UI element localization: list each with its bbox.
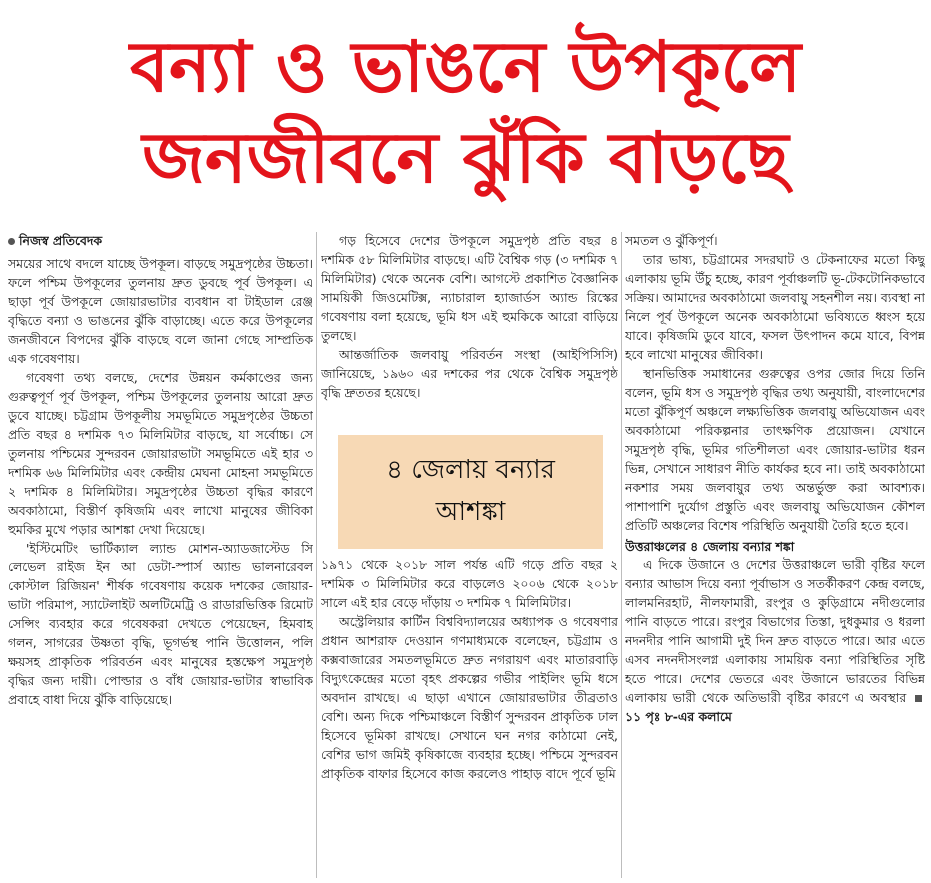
article-column-2-top bbox=[321, 232, 618, 428]
paragraph bbox=[625, 556, 925, 727]
paragraph: সময়ের সাথে বদলে যাচ্ছে উপকূল। বাড়ছে সমুদ্রপৃষ্ঠের উচ্চতা। ফলে পশ্চিম উপকূলের তুলনায় দ্রুত ডুবছে পূর্ব উপকূল। এ ছাড়া পূর্ব উপকূলে জোয়ারভাটার ব্যবধান বা টাইডাল রেঞ্জ বৃদ্ধিতে বন্যা ও ভাঙনের ঝুঁকি বাড়াচ্ছে। এতে করে উপকূলের জনজীবনে বিপদের ঝুঁকি বাড়ছে বলে জানা গেছে সাম্প্রতিক এক গবেষণায়। bbox=[8, 255, 313, 366]
paragraph: আন্তর্জাতিক জলবায়ু পরিবর্তন সংস্থা (আইপিসিসি) জানিয়েছে, ১৯৬০ এর দশকের পর থেকে বৈশ্বিক সমুদ্রপৃষ্ঠ বৃদ্ধি দ্রুততর হয়েছে। bbox=[321, 346, 618, 400]
paragraph: অস্ট্রেলিয়ার কার্টিন বিশ্ববিদ্যালয়ের অধ্যাপক ও গবেষণার প্রধান আশরাফ দেওয়ান গণমাধ্যমকে বলেছেন, চট্টগ্রাম ও কক্সবাজারের সমতলভূমিতে দ্রুত নগরায়ণ এবং মাতারবাড়ি বিদ্যুৎকেন্দ্রের মতো বৃহৎ প্রকল্পের গভীর পাইলিং ভূমি ধসে অবদান রাখছে। এ ছাড়া এখানে জোয়ারভাটার তীব্রতাও বেশি। অন্য দিকে পশ্চিমাঞ্চলে বিস্তীর্ণ সুন্দরবন প্রাকৃতিক ঢাল হিসেবে ভূমিকা রাখছে। সেখানে ঘন নগর কাঠামো নেই, বেশির ভাগ জমিই কৃষিকাজে ব্যবহার হচ্ছে। পশ্চিমে সুন্দরবন প্রাকৃতিক বাফার হিসেবে কাজ করলেও পাহাড় বাদে পূর্বে ভূমি bbox=[321, 613, 618, 781]
paragraph: স্থানভিত্তিক সমাধানের গুরুত্বের ওপর জোর দিয়ে তিনি বলেন, ভূমি ধস ও সমুদ্রপৃষ্ঠ বৃদ্ধির তথ্য অনুযায়ী, বাংলাদেশের মতো ঝুঁকিপূর্ণ অঞ্চলে লক্ষ্যভিত্তিক জলবায়ু অভিযোজন এবং অবকাঠামো পরিকল্পনার তাৎক্ষণিক প্রয়োজন। যেখানে সমুদ্রপৃষ্ঠ বৃদ্ধি, ভূমির গতিশীলতা এবং জোয়ার-ভাটার ধরন ভিন্ন, সেখানে সাধারণ নীতি কার্যকর হবে না। তাই অবকাঠামো নকশার সময় জলবায়ুর তথ্য অন্তর্ভুক্ত করা আবশ্যক। পাশাপাশি দুর্যোগ প্রস্তুতি এবং জলবায়ু অভিযোজন কৌশল প্রতিটি অঞ্চলের বিশেষ পরিস্থিতি অনুযায়ী তৈরি হতে হবে। bbox=[625, 365, 925, 533]
byline-text: নিজস্ব প্রতিবেদক bbox=[19, 233, 103, 248]
article-column-3 bbox=[625, 232, 925, 878]
paragraph: গড় হিসেবে দেশের উপকূলে সমুদ্রপৃষ্ঠ প্রতি বছর ৪ দশমিক ৫৮ মিলিমিটার বাড়ছে। এটি বৈশ্বিক গড় (৩ দশমিক ৭ মিলিমিটার) থেকে অনেক বেশি। আগস্টে প্রকাশিত বৈজ্ঞানিক সাময়িকী জিওমেটিক্স, ন্যাচারাল হ্যাজার্ডস অ্যান্ড রিস্কের গবেষণায় বলা হয়েছে, ভূমি ধস এই হুমকিকে আরো বাড়িয়ে তুলছে। bbox=[321, 233, 618, 343]
pull-quote-box bbox=[338, 435, 603, 549]
article-column-2-bottom bbox=[321, 556, 618, 878]
paragraph: ১৯৭১ থেকে ২০১৮ সাল পর্যন্ত এটি গড়ে প্রতি বছর ২ দশমিক ৩ মিলিমিটার করে বাড়লেও ২০০৬ থেকে ২০১৮ সালে এই হার বেড়ে দাঁড়ায় ৩ দশমিক ৭ মিলিমিটার। bbox=[321, 557, 618, 610]
bullet-icon bbox=[8, 238, 15, 245]
column-divider bbox=[316, 232, 317, 878]
paragraph: গবেষণা তথ্য বলছে, দেশের উন্নয়ন কর্মকাণ্ডের জন্য গুরুত্বপূর্ণ পূর্ব উপকূল, পশ্চিম উপকূলের তুলনায় আরো দ্রুত ডুবে যাচ্ছে। চট্টগ্রাম উপকূলীয় সমভূমিতে সমুদ্রপৃষ্ঠের উচ্চতা প্রতি বছর ৪ দশমিক ৭৩ মিলিমিটার বাড়ছে, যা সর্বোচ্চ। সে তুলনায় পশ্চিমের সুন্দরবন জোয়ারভাটা সমভূমিতে এই হার ৩ দশমিক ৬৬ মিলিমিটার এবং কেন্দ্রীয় মেঘনা মোহনা সমভূমিতে ২ দশমিক ৪ মিলিমিটার। সমুদ্রপৃষ্ঠের উচ্চতা বৃদ্ধির কারণে অবকাঠামো, বিস্তীর্ণ কৃষিজমি এবং লাখো মানুষের জীবিকা হুমকির মুখে পড়ার আশঙ্কা দেখা দিয়েছে। bbox=[8, 369, 313, 537]
jump-text: ১১ পৃঃ ৮-এর কলামে bbox=[625, 709, 732, 725]
article-column-1 bbox=[8, 232, 313, 878]
subheading: উত্তরাঞ্চলের ৪ জেলায় বন্যার শঙ্কা bbox=[625, 538, 795, 554]
pull-quote-line-1: ৪ জেলায় বন্যার bbox=[386, 455, 555, 486]
headline-line-2: জনজীবনে ঝুঁকি বাড়ছে bbox=[142, 117, 789, 199]
column-divider bbox=[621, 232, 622, 878]
paragraph: তার ভাষ্য, চট্টগ্রামের সদরঘাট ও টেকনাফের মতো কিছু এলাকায় ভূমি উঁচু হচ্ছে, কারণ পূর্বাঞ্চলটি ভূ-টেকটোনিকভাবে সক্রিয়। আমাদের অবকাঠামো জলবায়ু সহনশীল নয়। ব্যবস্থা না নিলে পূর্ব উপকূলে অনেক অবকাঠামো ভবিষ্যতে ধ্বংস হয়ে যাবে। কৃষিজমি ডুবে যাবে, ফসল উৎপাদন কমে যাবে, বিপন্ন হবে লাখো মানুষের জীবিকা। bbox=[625, 251, 925, 362]
pull-quote-line-2: আশঙ্কা bbox=[435, 497, 506, 527]
headline bbox=[0, 0, 931, 222]
headline-line-1: বন্যা ও ভাঙনে উপকূলে bbox=[130, 26, 801, 108]
paragraph: 'ইস্টিমেটিং ভার্টিক্যাল ল্যান্ড মোশন-অ্যাডজাস্টেড সি লেভেল রাইজ ইন আ ডেটা-স্পার্স অ্যান্ড ভালনারেবল কোস্টাল রিজিয়ন' শীর্ষক গবেষণায় কয়েক দশকের জোয়ার-ভাটা পরিমাপ, স্যাটেলাইট অলটিমেট্রি ও রাডারভিত্তিক রিমোট সেন্সিং ব্যবহার করে গবেষকরা দেখতে পেয়েছেন, হিমবাহ গলন, সাগরের উষ্ণতা বৃদ্ধি, ভূগর্ভস্থ পানি উত্তোলন, পলি ক্ষয়সহ প্রাকৃতিক পরিবর্তন এবং মানুষের হস্তক্ষেপ সমুদ্রপৃষ্ঠ বৃদ্ধির জন্য দায়ী। পোল্ডার ও বাঁধ জোয়ার-ভাটার স্বাভাবিক প্রবাহে বাধা দিয়ে ঝুঁকি বাড়িয়েছে। bbox=[8, 540, 313, 708]
square-bullet-icon bbox=[915, 695, 922, 702]
byline bbox=[8, 232, 313, 251]
paragraph: সমতল ও ঝুঁকিপূর্ণ। bbox=[625, 233, 718, 248]
paragraph-text: এ দিকে উজানে ও দেশের উত্তরাঞ্চলে ভারী বৃষ্টির ফলে বন্যার আভাস দিয়ে বন্যা পূর্বাভাস ও সতর্কীকরণ কেন্দ্র বলছে, লালমনিরহাট, নীলফামারী, রংপুর ও কুড়িগ্রামে নদীগুলোর পানি বাড়তে পারে। রংপুর বিভাগের তিস্তা, দুধকুমার ও ধরলা নদনদীর পানি আগামী দুই দিন দ্রুত বাড়তে পারে। আর এতে এসব নদনদীসংলগ্ন এলাকায় সাময়িক বন্যা পরিস্থিতির সৃষ্টি হতে পারে। দেশের ভেতরে এবং উজানে ভারতের বিভিন্ন এলাকায় ভারী থেকে অতিভারী বৃষ্টির কারণে এ অবস্থার bbox=[625, 557, 925, 706]
